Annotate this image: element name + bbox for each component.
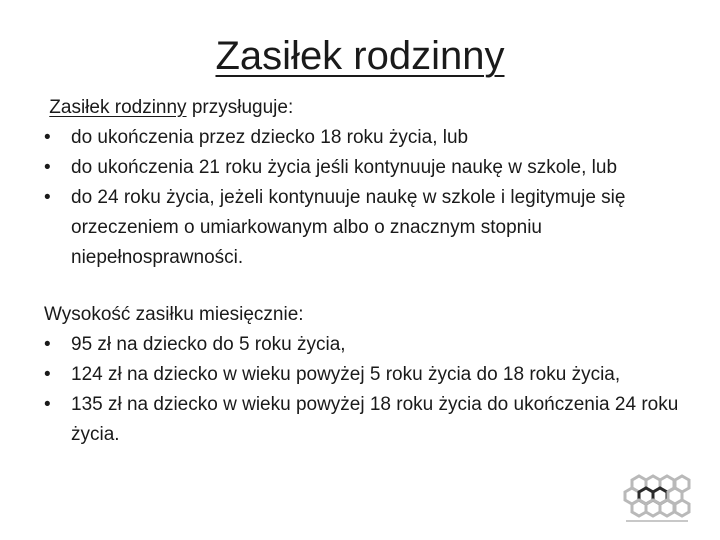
logo-hex bbox=[632, 500, 646, 516]
eligibility-lead-underlined: Zasiłek rodzinny bbox=[49, 97, 187, 118]
list-item bbox=[44, 153, 704, 183]
list-item bbox=[44, 360, 704, 390]
list-item-text: do 24 roku życia, jeżeli kontynuuje naukę w szkole i legitymuje się orzeczeniem o umiarkowanym albo o znacznym stopniu niepełnosprawności. bbox=[71, 187, 626, 268]
amounts-list bbox=[44, 330, 704, 450]
eligibility-lead-rest: przysługuje: bbox=[186, 97, 294, 118]
bullet: • bbox=[44, 157, 51, 178]
eligibility-lead bbox=[44, 93, 704, 123]
list-item bbox=[44, 390, 704, 450]
page-title-text: Zasiłek rodzinny bbox=[215, 34, 505, 78]
amounts-section bbox=[44, 300, 704, 450]
bullet: • bbox=[44, 187, 51, 208]
list-item bbox=[44, 183, 704, 273]
page-title bbox=[0, 28, 720, 84]
logo-hex bbox=[646, 500, 660, 516]
amounts-lead: Wysokość zasiłku miesięcznie: bbox=[44, 304, 304, 325]
logo-graphic bbox=[620, 470, 692, 526]
bullet: • bbox=[44, 394, 51, 415]
list-item-text: do ukończenia 21 roku życia jeśli kontynuuje naukę w szkole, lub bbox=[71, 157, 618, 178]
list-item-text: 124 zł na dziecko w wieku powyżej 5 roku życia do 18 roku życia, bbox=[71, 364, 621, 385]
bullet: • bbox=[44, 334, 51, 355]
logo-caption-strip bbox=[626, 520, 688, 522]
logo-hex bbox=[660, 500, 674, 516]
list-item-text: 95 zł na dziecko do 5 roku życia, bbox=[71, 334, 346, 355]
list-item bbox=[44, 123, 704, 153]
logo-hex bbox=[675, 500, 689, 516]
list-item-text: 135 zł na dziecko w wieku powyżej 18 roku życia do ukończenia 24 roku życia. bbox=[71, 394, 679, 445]
eligibility-section bbox=[44, 93, 704, 273]
bullet: • bbox=[44, 127, 51, 148]
list-item-text: do ukończenia przez dziecko 18 roku życia, lub bbox=[71, 127, 469, 148]
eligibility-list bbox=[44, 123, 704, 273]
bullet: • bbox=[44, 364, 51, 385]
hexagon-cluster-logo-icon bbox=[620, 470, 692, 526]
list-item bbox=[44, 330, 704, 360]
